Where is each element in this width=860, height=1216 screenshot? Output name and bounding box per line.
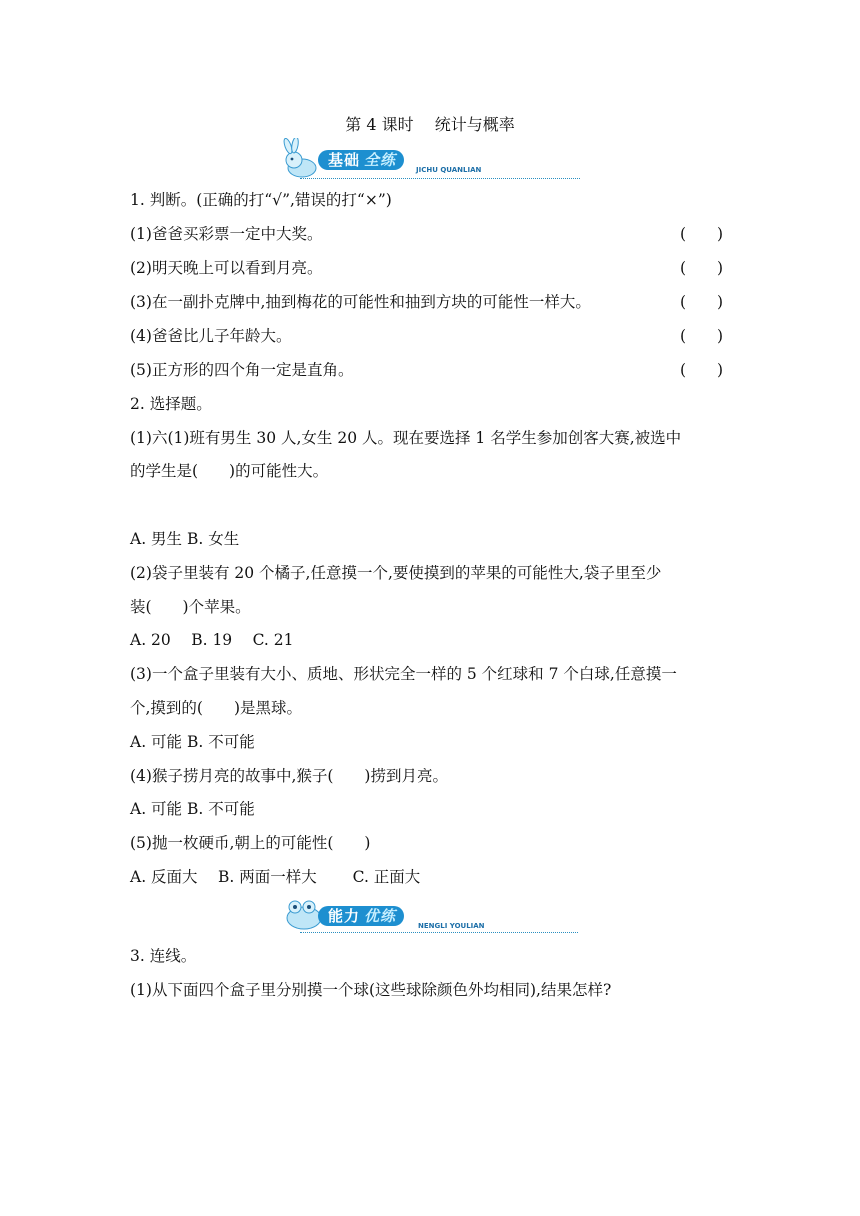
q2-sub4-line1: (4)猴子捞月亮的故事中,猴子( )捞到月亮。 [130, 767, 448, 785]
q2-sub3-line2: 个,摸到的( )是黑球。 [130, 699, 303, 717]
banner-basic-rule [300, 178, 580, 179]
q2-sub5-options: A. 反面大 B. 两面一样大 C. 正面大 [130, 868, 421, 886]
q2-title: 2. 选择题。 [130, 395, 212, 413]
banner-ability-pinyin: NENGLI YOULIAN [418, 922, 485, 930]
lesson-title: 第 4 课时 统计与概率 [345, 115, 515, 134]
banner-basic-label: 基础 [328, 151, 361, 169]
q1-answer-blank-1[interactable]: ( ) [680, 225, 724, 243]
q2-sub1-options: A. 男生 B. 女生 [130, 530, 240, 548]
section-banner-basic [0, 136, 860, 182]
q1-title: 1. 判断。(正确的打“√”,错误的打“×”) [130, 191, 392, 209]
q1-answer-blank-3[interactable]: ( ) [680, 293, 724, 311]
q2-sub1-line1: (1)六(1)班有男生 30 人,女生 20 人。现在要选择 1 名学生参加创客大赛,被选中 [130, 429, 682, 447]
q3-title: 3. 连线。 [130, 947, 197, 965]
q2-sub4-options: A. 可能 B. 不可能 [130, 800, 255, 818]
q2-sub5-line1: (5)抛一枚硬币,朝上的可能性( ) [130, 834, 371, 852]
section-banner-ability [0, 890, 860, 936]
q1-answer-blank-5[interactable]: ( ) [680, 361, 724, 379]
banner-basic-label-2: 全练 [364, 151, 397, 169]
banner-ability-rule [300, 932, 578, 933]
q1-item-2: (2)明天晚上可以看到月亮。 [130, 259, 323, 277]
q1-item-4: (4)爸爸比儿子年龄大。 [130, 327, 292, 345]
q2-sub2-options: A. 20 B. 19 C. 21 [130, 631, 294, 649]
q1-item-3: (3)在一副扑克牌中,抽到梅花的可能性和抽到方块的可能性一样大。 [130, 293, 591, 311]
banner-basic-badge [318, 150, 404, 170]
q2-sub1-line2: 的学生是( )的可能性大。 [130, 462, 329, 480]
q2-sub3-line1: (3)一个盒子里装有大小、质地、形状完全一样的 5 个红球和 7 个白球,任意摸一 [130, 665, 677, 683]
q1-item-1: (1)爸爸买彩票一定中大奖。 [130, 225, 323, 243]
q2-sub2-line2: 装( )个苹果。 [130, 598, 251, 616]
q1-item-5: (5)正方形的四个角一定是直角。 [130, 361, 354, 379]
q1-answer-blank-2[interactable]: ( ) [680, 259, 724, 277]
q2-sub3-options: A. 可能 B. 不可能 [130, 733, 255, 751]
q1-answer-blank-4[interactable]: ( ) [680, 327, 724, 345]
banner-ability-label-2: 优练 [364, 907, 397, 925]
banner-basic-pinyin: JICHU QUANLIAN [416, 166, 482, 174]
q2-sub2-line1: (2)袋子里装有 20 个橘子,任意摸一个,要使摸到的苹果的可能性大,袋子里至少 [130, 564, 662, 582]
banner-ability-label: 能力 [328, 907, 361, 925]
banner-ability-badge [318, 906, 404, 926]
q3-sub1: (1)从下面四个盒子里分别摸一个球(这些球除颜色外均相同),结果怎样? [130, 981, 612, 999]
